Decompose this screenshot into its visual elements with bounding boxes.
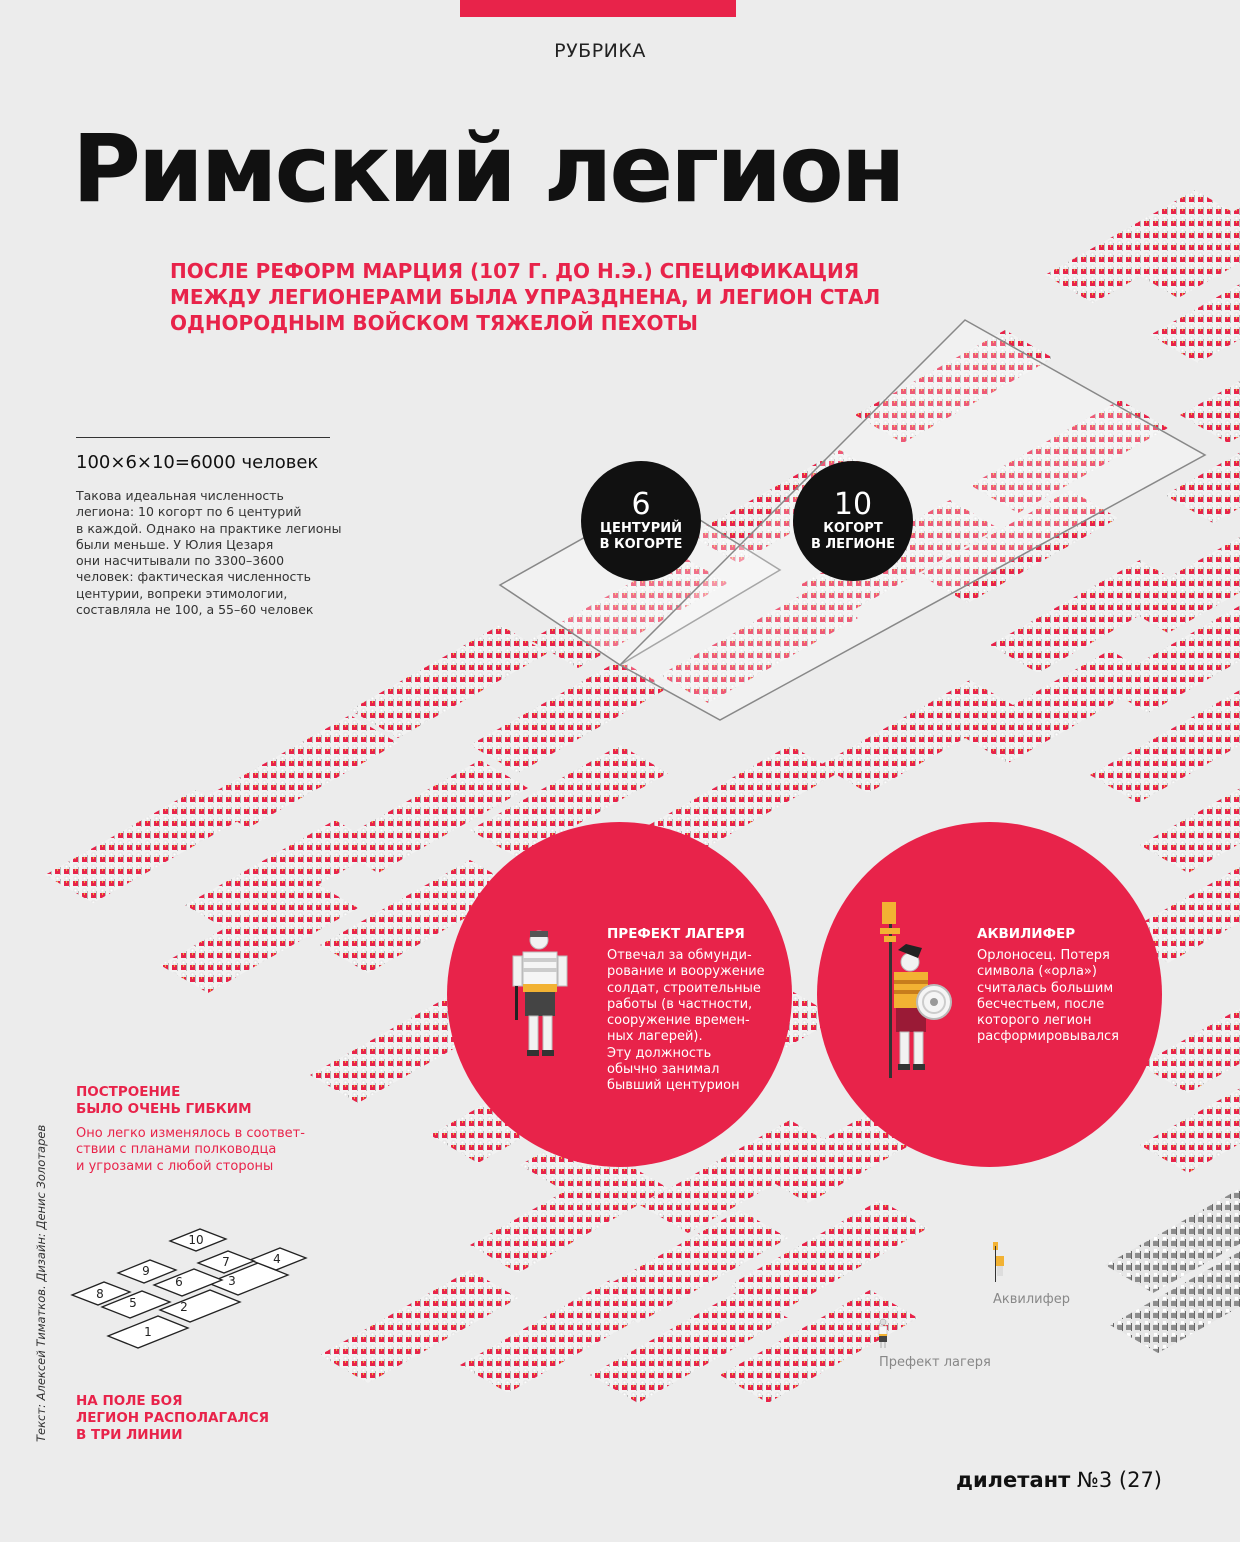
badge-label: В ЛЕГИОНЕ [810, 537, 896, 552]
text-line: человек: фактическая численность [76, 569, 312, 585]
prefect-description [607, 948, 765, 1095]
text-line: легиона: 10 когорт по 6 центурий [76, 504, 302, 520]
century-block [45, 790, 243, 903]
cohort-number: 2 [180, 1300, 188, 1314]
prefect-map-label: Префект лагеря [879, 1355, 991, 1370]
lead-line: ОДНОРОДНЫМ ВОЙСКОМ ТЯЖЕЛОЙ ПЕХОТЫ [170, 311, 698, 335]
text-line: Такова идеальная численность [76, 488, 284, 503]
text-line: Эту должность [607, 1045, 712, 1061]
text-line: ПОСТРОЕНИЕ [76, 1084, 181, 1100]
page-title: Римский легион [72, 115, 903, 224]
text-line: Отвечал за обмунди- [607, 948, 752, 963]
badge-number: 10 [833, 487, 873, 522]
cohort-number: 6 [175, 1275, 183, 1289]
cohort-number: 3 [228, 1274, 236, 1288]
aquilifer-description [977, 948, 1119, 1046]
badge-number: 6 [631, 487, 651, 522]
magazine-footer [956, 1468, 1162, 1492]
rubric-label: РУБРИКА [554, 40, 646, 62]
cohort-number: 7 [222, 1255, 230, 1269]
prefect-figure-icon [505, 928, 585, 1063]
text-line: бывший центурион [607, 1078, 740, 1094]
text-line: ствии с планами полководца [76, 1142, 277, 1158]
badge-label: КОГОРТ [823, 521, 883, 536]
text-line: символа («орла») [977, 964, 1097, 980]
text-line: сооружение времен- [607, 1013, 750, 1029]
strength-formula: 100×6×10=6000 человек [76, 452, 319, 473]
issue-number: №3 (27) [1077, 1468, 1162, 1492]
text-line: работы (в частности, [607, 996, 753, 1012]
text-line: считалась большим [977, 980, 1114, 996]
text-line: расформировывался [977, 1029, 1119, 1045]
strength-description [76, 488, 356, 618]
top-accent-bar [460, 0, 736, 17]
cohort-number: 4 [273, 1252, 281, 1266]
cohort-layout-diagram [64, 1215, 314, 1365]
text-line: НА ПОЛЕ БОЯ [76, 1393, 183, 1409]
aquilifer-marker-icon [990, 1242, 1008, 1282]
text-line: они насчитывали по 3300–3600 [76, 553, 285, 569]
prefect-marker-icon [875, 1318, 891, 1348]
text-line: ных лагерей). [607, 1029, 703, 1045]
cohorts-badge [793, 461, 913, 581]
aquilifer-map-label: Аквилифер [993, 1292, 1070, 1307]
text-line: ЛЕГИОН РАСПОЛАГАЛСЯ [76, 1410, 270, 1426]
aquilifer-figure-icon [872, 898, 962, 1078]
badge-label: ЦЕНТУРИЙ [600, 521, 682, 536]
credits: Текст: Алексей Тиматков. Дизайн: Денис Золотарев [34, 1124, 48, 1442]
text-line: центурии, вопреки этимологии, [76, 585, 288, 601]
cohort-number: 10 [188, 1233, 204, 1247]
text-line: и угрозами с любой стороны [76, 1158, 274, 1174]
text-line: обычно занимал [607, 1062, 720, 1078]
text-line: бесчестьем, после [977, 996, 1105, 1012]
flexible-heading [76, 1084, 252, 1118]
lead-line: МЕЖДУ ЛЕГИОНЕРАМИ БЫЛА УПРАЗДНЕНА, И ЛЕГИОН СТАЛ [170, 285, 881, 309]
divider [76, 437, 330, 438]
text-line: Оно легко изменялось в соответ- [76, 1126, 305, 1141]
cohort-number: 8 [96, 1287, 104, 1301]
battle-heading [76, 1393, 269, 1444]
centuries-badge [581, 461, 701, 581]
lead-line: ПОСЛЕ РЕФОРМ МАРЦИЯ (107 Г. ДО Н.Э.) СПЕЦИФИКАЦИЯ [170, 259, 860, 283]
flexible-text [76, 1126, 305, 1175]
century-block [1090, 690, 1240, 803]
text-line: Орлоносец. Потеря [977, 948, 1110, 963]
text-line: были меньше. У Юлия Цезаря [76, 536, 274, 552]
brand-name: дилетант [956, 1468, 1071, 1492]
text-line: солдат, строительные [607, 980, 761, 996]
cohort-cell [160, 1290, 240, 1322]
lead-paragraph [170, 258, 890, 336]
century-block [730, 1200, 928, 1313]
cohort-number: 1 [144, 1325, 152, 1339]
prefect-title: ПРЕФЕКТ ЛАГЕРЯ [607, 926, 745, 942]
badge-label: В КОГОРТЕ [599, 537, 683, 552]
text-line: БЫЛО ОЧЕНЬ ГИБКИМ [76, 1101, 252, 1117]
text-line: в каждой. Однако на практике легионы [76, 520, 342, 536]
text-line: В ТРИ ЛИНИИ [76, 1427, 183, 1443]
text-line: рование и вооружение [607, 964, 765, 980]
cohort-number: 5 [129, 1296, 137, 1310]
text-line: составляла не 100, а 55–60 человек [76, 602, 314, 618]
aquilifer-title: АКВИЛИФЕР [977, 926, 1076, 942]
cohort-number: 9 [142, 1264, 150, 1278]
text-line: которого легион [977, 1013, 1092, 1029]
